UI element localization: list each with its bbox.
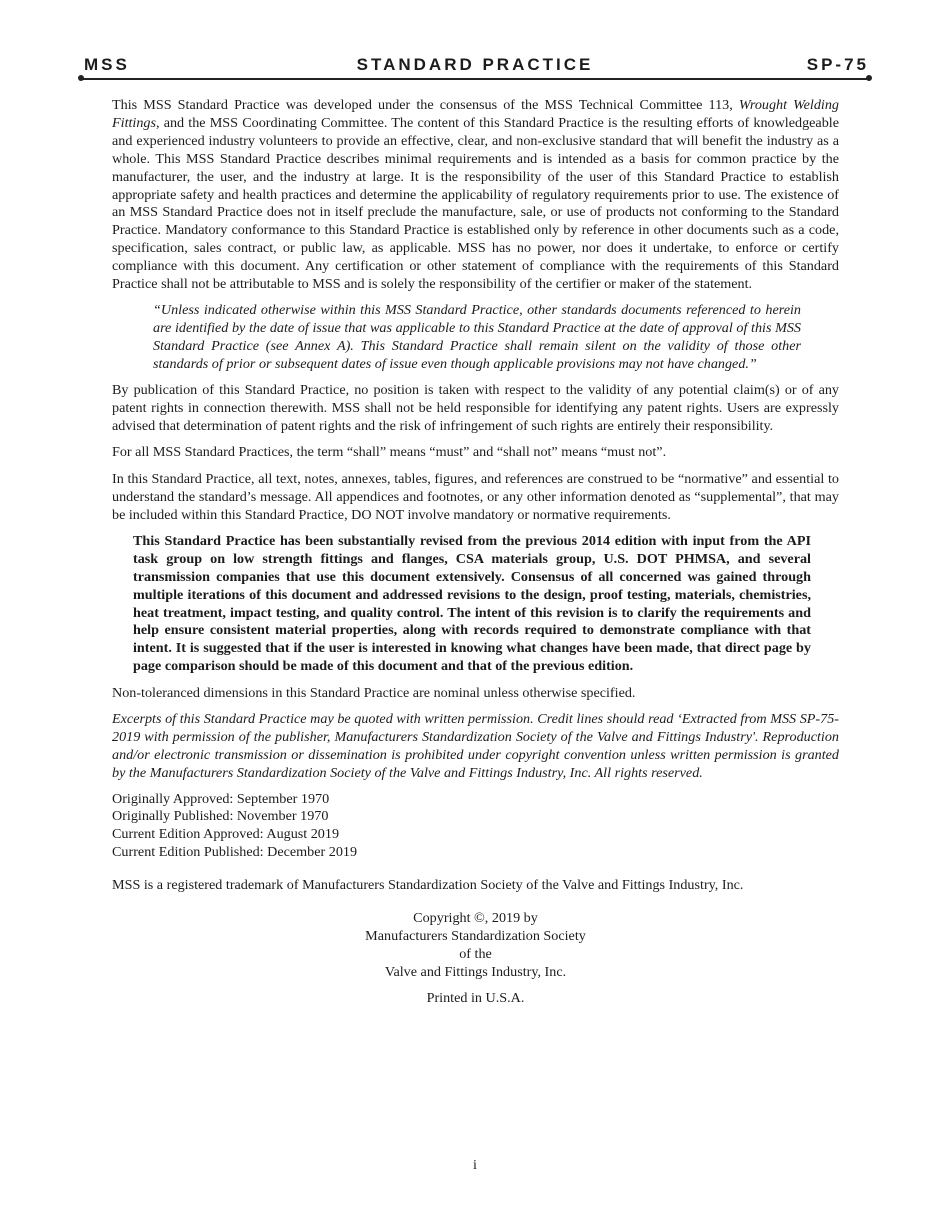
rule-end-dot [866, 75, 872, 81]
page-number: i [473, 1157, 477, 1173]
non-toleranced-paragraph: Non-toleranced dimensions in this Standard Practice are nominal unless otherwise specified. [112, 684, 636, 701]
header-doc-id: SP-75 [806, 55, 869, 74]
trademark-notice: MSS is a registered trademark of Manufacturers Standardization Society of the Valve and Fittings Industry, Inc. [112, 877, 744, 894]
page-header [84, 55, 869, 79]
edition-dates [112, 791, 839, 861]
page-body [112, 97, 839, 1008]
revision-note: This Standard Practice has been substantially revised from the previous 2014 edition with input from the API task group on low strength fittings and flanges, CSA materials group, U.S. DOT PHMSA, and several transmission companies that use this document extensively. Consensus of all concerned was gained through multiple iterations of this document and addressed revisions to the design, proof testing, materials, chemistries, heat treatment, impact testing, and quality control. The intent of this revision is to clarify the requirements and help ensure consistent material properties, along with records required to demonstrate compliance with that intent. It is suggested that if the user is interested in knowing what changes have been made, that direct page by page comparison should be made of this document and that of the previous edition. [133, 532, 811, 675]
shall-definition-paragraph: For all MSS Standard Practices, the term “shall” means “must” and “shall not” means “must not”. [112, 444, 667, 461]
date-line: Current Edition Published: December 2019 [112, 843, 358, 860]
header-org: MSS [84, 55, 130, 74]
header-title: STANDARD PRACTICE [356, 55, 594, 74]
patent-paragraph: By publication of this Standard Practice, no position is taken with respect to the validity of any potential claim(s) or of any patent rights in connection therewith. MSS shall not be held responsible for identifying any patent rights. Users are expressly advised that determination of patent rights and the risk of infringement of such rights are entirely their responsibility. [112, 382, 839, 435]
copyright-line: Valve and Fittings Industry, Inc. [384, 963, 567, 980]
normative-paragraph: In this Standard Practice, all text, notes, annexes, tables, figures, and references are construed to be “normative” and essential to understand the standard’s message. All appendices and footnotes, or any other information denoted as “supplemental”, that may be included within this Standard Practice, DO NOT involve mandatory or normative requirements. [112, 470, 839, 523]
printed-in: Printed in U.S.A. [426, 989, 525, 1006]
copyright-line: of the [459, 945, 492, 962]
copyright-line: Manufacturers Standardization Society [365, 928, 586, 945]
date-line: Current Edition Approved: August 2019 [112, 826, 340, 843]
header-rule [80, 78, 870, 80]
intro-text: This MSS Standard Practice was developed under the consensus of the MSS Technical Committee 113, [112, 97, 739, 113]
excerpts-paragraph: Excerpts of this Standard Practice may be quoted with written permission. Credit lines should read ‘Extracted from MSS SP-75-2019 with permission of the publisher, Manufacturers Standardization Society of the Valve and Fittings Industry'. Reproduction and/or electronic transmission or dissemination is prohibited under copyright convention unless written permission is granted by the Manufacturers Standardization Society of the Valve and Fittings Industry, Inc. All rights reserved. [112, 710, 839, 781]
rule-end-dot [78, 75, 84, 81]
copyright-line: Copyright ©, 2019 by [413, 910, 538, 927]
intro-text-cont: , and the MSS Coordinating Committee. The content of this Standard Practice is the resulting efforts of knowledgeable and experienced industry volunteers to provide an effective, clear, and non-exclusive standard that will benefit the industry as a whole. This MSS Standard Practice describes minimal requirements and is intended as a basis for common practice by the manufacturer, the user, and the industry at large. It is the responsibility of the user of this Standard Practice to establish appropriate safety and health practices and determine the applicability of regulatory requirements prior to use. The existence of an MSS Standard Practice does not in itself preclude the manufacture, sale, or use of products not conforming to the Standard Practice. Mandatory conformance to this Standard Practice is established only by reference in other documents such as a code, specification, sales contract, or public law, as applicable. MSS has no power, nor does it undertake, to enforce or certify compliance with this document. Any certification or other statement of compliance with the requirements of this Standard Practice shall not be attributable to MSS and is solely the responsibility of the certifier or maker of the statement. [112, 114, 839, 293]
committee-name: Wrought Welding Fittings [112, 97, 839, 131]
copyright-block [112, 910, 839, 982]
intro-paragraph [112, 97, 839, 294]
referenced-standards-quote: “Unless indicated otherwise within this MSS Standard Practice, other standards documents referenced to herein are identified by the date of issue that was applicable to this Standard Practice at the date of approval of this MSS Standard Practice (see Annex A). This Standard Practice shall remain silent on the validity of those other standards of prior or subsequent dates of issue even though applicable provisions may not have changed.” [153, 302, 801, 373]
date-line: Originally Approved: September 1970 [112, 790, 330, 807]
date-line: Originally Published: November 1970 [112, 808, 329, 825]
